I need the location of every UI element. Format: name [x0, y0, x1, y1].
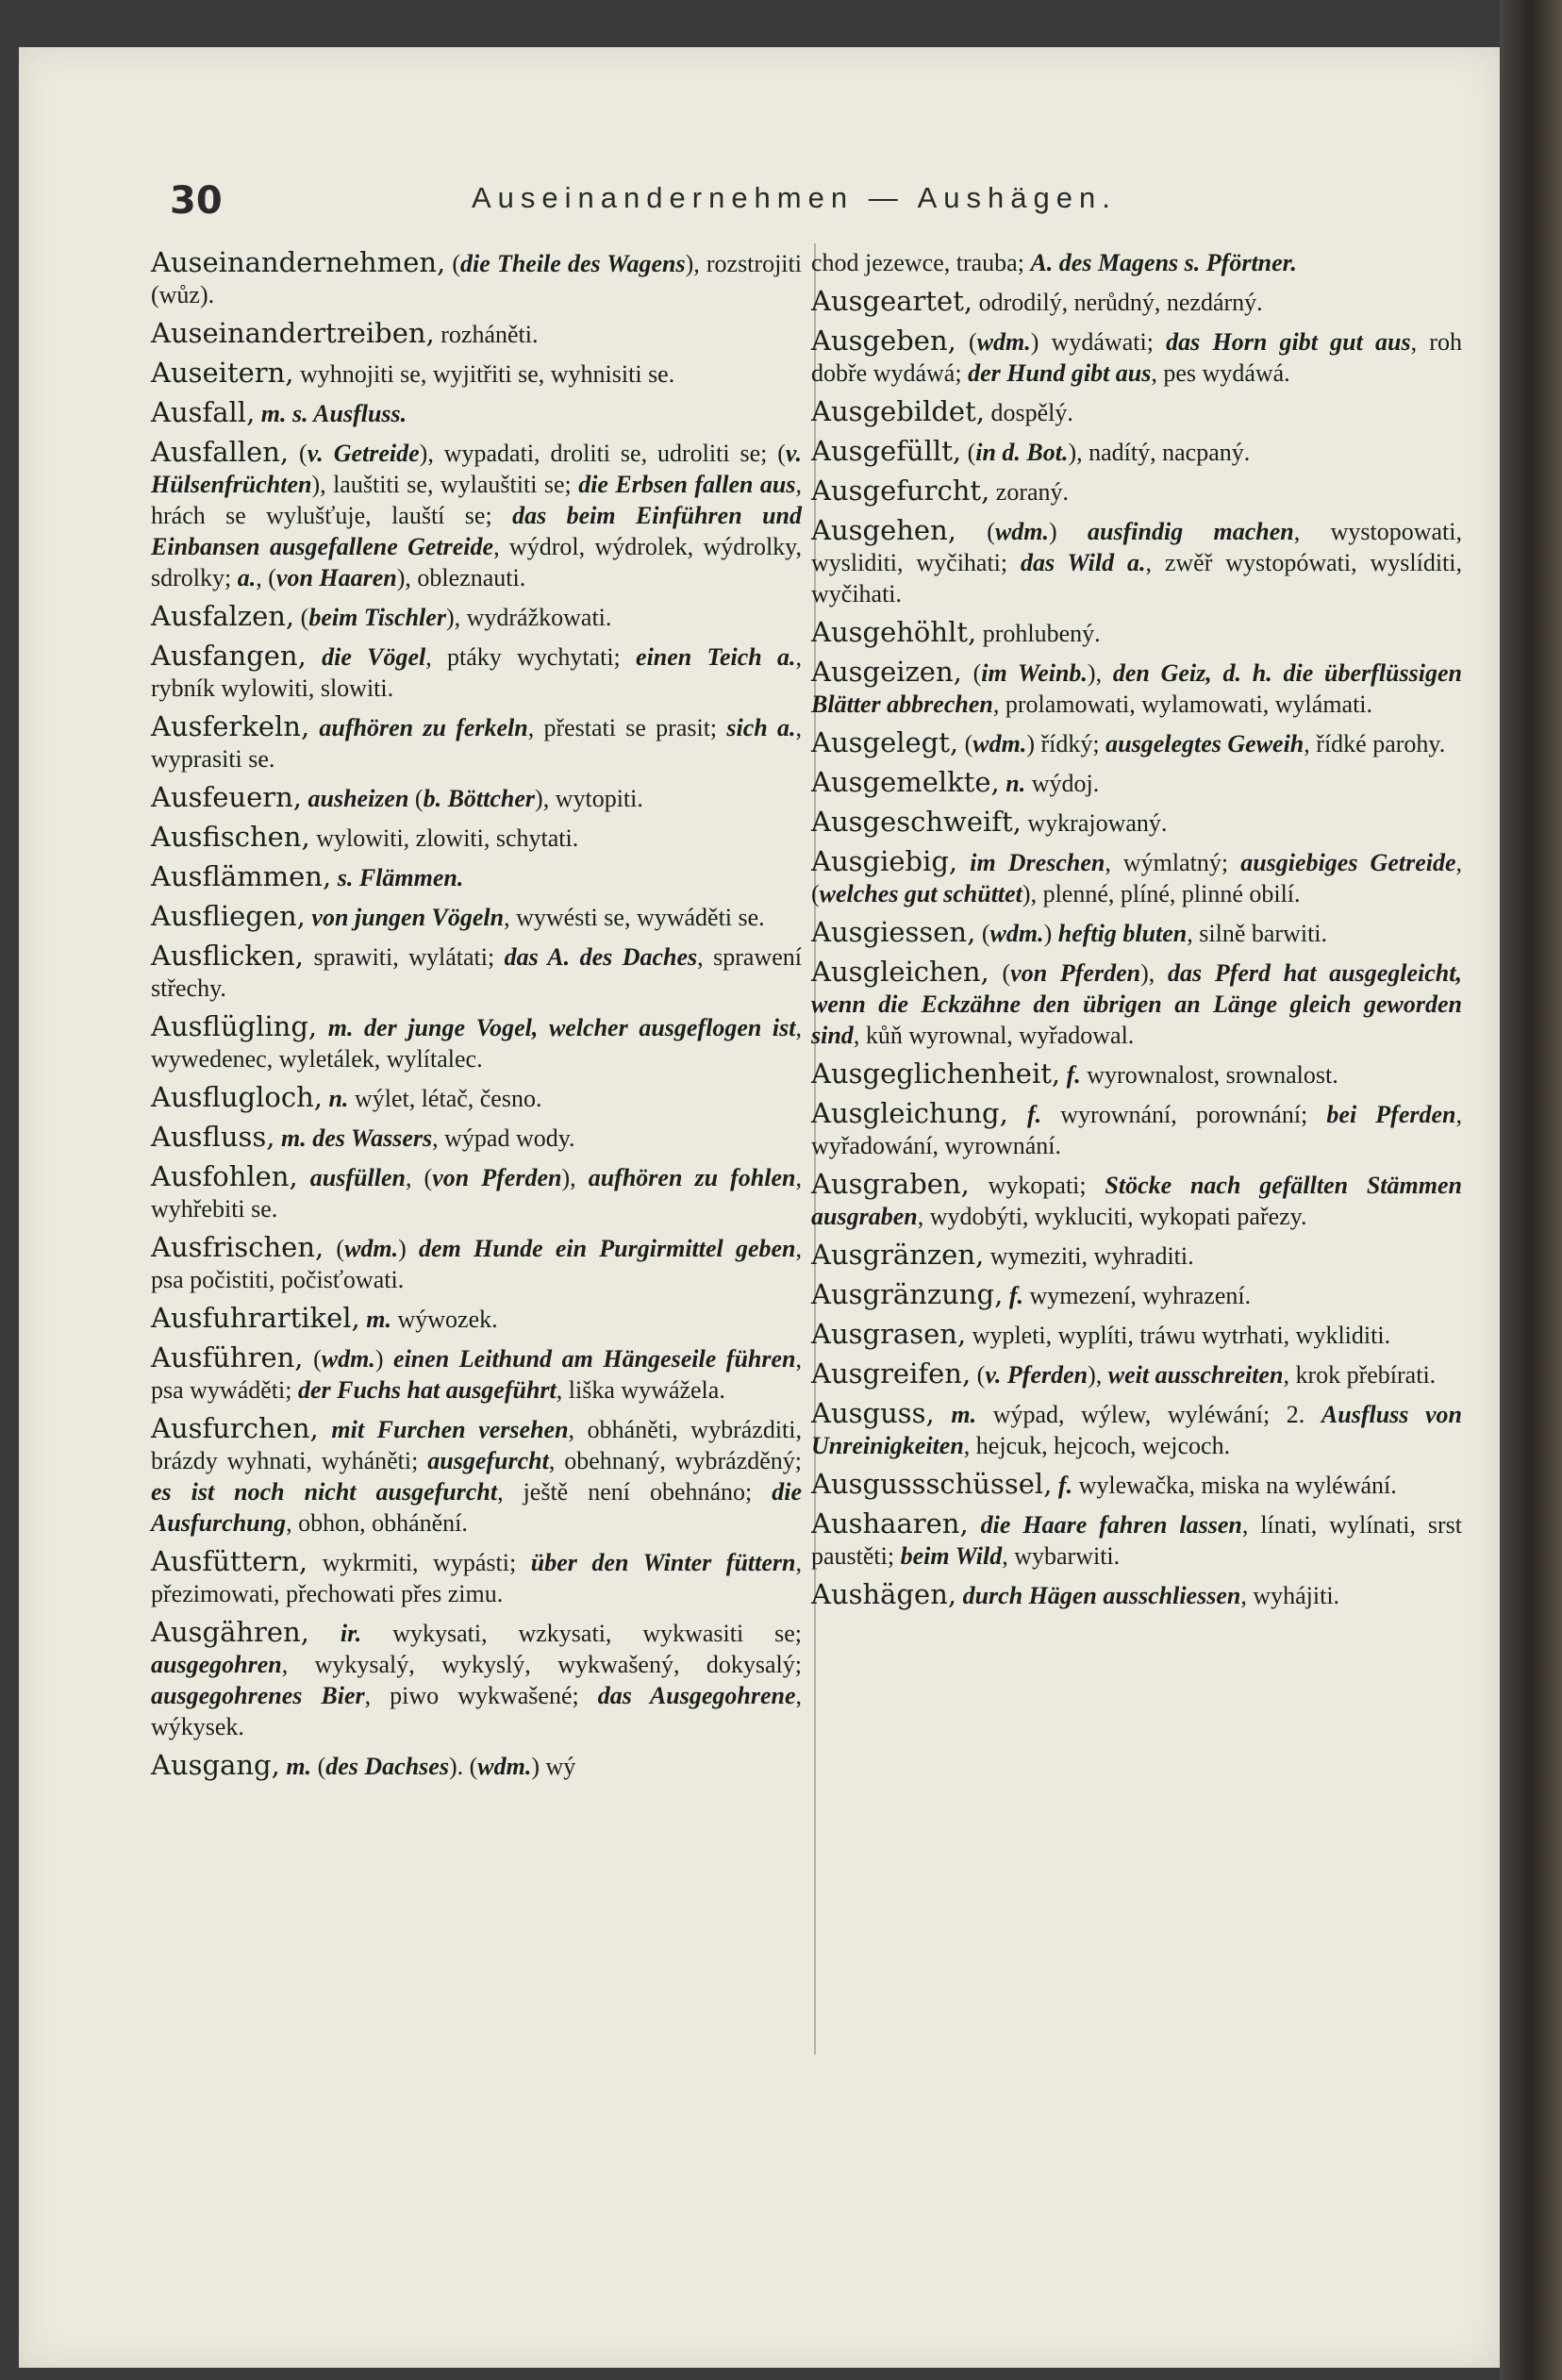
entry-headword: Ausgiessen, — [811, 916, 976, 948]
entry-definition: , obehnaný, wybrázděný; — [548, 1447, 802, 1474]
entry-definition: , wýkysek. — [151, 1682, 803, 1740]
entry-definition: ) — [1049, 518, 1088, 545]
dictionary-entry — [151, 1342, 802, 1406]
entry-definition: ) — [1043, 920, 1058, 947]
entry-headword: Ausgähren, — [151, 1616, 309, 1648]
entry-headword: Aushägen, — [811, 1578, 957, 1610]
entry-definition — [969, 1511, 981, 1539]
entry-definition: , sprawení střechy. — [151, 943, 802, 1002]
entry-headword: Ausfurchen, — [151, 1412, 319, 1444]
entry-definition: ) wydáwati; — [1030, 328, 1167, 356]
entry-german-phrase: m. — [366, 1306, 391, 1333]
entry-definition: ), — [1088, 1361, 1108, 1389]
entry-german-phrase: der Hund gibt aus — [968, 359, 1152, 387]
entry-definition: ) wý — [531, 1753, 576, 1780]
entry-definition — [309, 1620, 341, 1647]
entry-definition — [1008, 1101, 1027, 1128]
dictionary-entry — [151, 1011, 802, 1074]
entry-german-phrase: von Haaren — [275, 564, 397, 591]
dictionary-entry — [151, 641, 802, 704]
entry-definition: ( — [955, 328, 977, 356]
entry-german-phrase: beim Tischler — [308, 604, 446, 631]
entry-headword: Ausfallen, — [151, 436, 290, 468]
entry-definition: ( — [975, 920, 990, 947]
entry-definition: ), — [1087, 659, 1113, 687]
entry-german-phrase: wdm. — [976, 328, 1031, 356]
entry-definition: wypleti, wyplíti, tráwu wytrhati, wykliditi. — [966, 1322, 1391, 1349]
entry-headword: Ausfliegen, — [151, 900, 306, 932]
entry-german-phrase: die Erbsen fallen aus — [578, 471, 796, 498]
entry-german-phrase: den Geiz, d. h. die überflüssigen Blätter abbrechen — [811, 659, 1462, 718]
entry-headword: Ausfall, — [151, 396, 256, 428]
dictionary-entry — [151, 901, 802, 933]
entry-german-phrase: ausheizen — [307, 785, 409, 812]
entry-definition: ( — [408, 785, 424, 812]
dictionary-entry — [811, 1469, 1462, 1501]
book-spine — [1500, 0, 1562, 2380]
entry-definition: odrodilý, nerůdný, nezdárný. — [972, 289, 1263, 316]
entry-definition: ( — [294, 604, 309, 631]
entry-german-phrase: das A. des Daches — [504, 943, 698, 971]
entry-german-phrase: in d. Bot. — [975, 439, 1069, 466]
entry-definition: wýlet, létač, česno. — [348, 1085, 542, 1112]
dictionary-entry — [811, 247, 1462, 278]
entry-definition: ), wydrážkowati. — [445, 604, 612, 631]
dictionary-entry — [151, 782, 802, 814]
dictionary-entry — [151, 1617, 802, 1742]
entry-german-phrase: sich a. — [726, 714, 796, 741]
entry-german-phrase: im Dreschen — [970, 849, 1105, 876]
entry-definition: ), — [561, 1164, 589, 1191]
entry-definition — [317, 1014, 328, 1041]
dictionary-entry — [811, 396, 1462, 428]
dictionary-entry — [811, 807, 1462, 839]
entry-definition: wýdoj. — [1025, 770, 1100, 797]
entry-headword: Ausflügling, — [151, 1010, 318, 1042]
dictionary-entry — [151, 940, 802, 1004]
entry-definition: , ( — [256, 564, 276, 591]
dictionary-entry — [811, 325, 1462, 389]
entry-headword: Ausfluss, — [151, 1121, 275, 1153]
entry-german-phrase: s. Flämmen. — [337, 864, 464, 891]
entry-german-phrase: der Fuchs hat ausgeführt — [297, 1376, 557, 1404]
entry-headword: Ausgemelkte, — [811, 766, 1000, 798]
entry-definition: rozháněti. — [434, 321, 539, 348]
entry-headword: Ausflämmen, — [151, 860, 332, 892]
dictionary-entry — [811, 286, 1462, 318]
entry-headword: Ausferkeln, — [151, 710, 310, 742]
entry-headword: Ausgleichung, — [811, 1097, 1008, 1129]
entry-definition: wylewačka, miska na wyléwání. — [1072, 1472, 1397, 1499]
entry-definition: , zwěř wystopówati, wyslíditi, wyčihati. — [811, 549, 1462, 607]
entry-german-phrase: v. Getreide — [307, 440, 420, 467]
entry-definition: wymeziti, wyhraditi. — [984, 1242, 1194, 1270]
entry-definition: ), nadítý, nacpaný. — [1068, 439, 1251, 466]
dictionary-entry — [151, 437, 802, 593]
left-column — [151, 247, 802, 1789]
entry-german-phrase: m. — [286, 1753, 312, 1780]
entry-german-phrase: f. — [1008, 1282, 1023, 1309]
entry-definition: wymezení, wyhrazení. — [1022, 1282, 1252, 1309]
dictionary-entry — [811, 657, 1462, 720]
dictionary-entry — [811, 436, 1462, 468]
entry-german-phrase: f. — [1066, 1061, 1081, 1089]
entry-headword: Ausgleichen, — [811, 956, 989, 988]
entry-headword: Ausfuhrartikel, — [151, 1302, 360, 1334]
entry-definition: , pes wydáwá. — [1151, 359, 1290, 387]
entry-german-phrase: im Weinb. — [981, 659, 1088, 687]
entry-definition: ( — [303, 1345, 322, 1373]
dictionary-entry — [811, 1279, 1462, 1311]
entry-german-phrase: ausfindig machen — [1088, 518, 1294, 545]
dictionary-entry — [151, 1122, 802, 1154]
entry-german-phrase: wdm. — [344, 1235, 399, 1262]
dictionary-entry — [151, 358, 802, 390]
entry-definition: ( — [311, 1753, 326, 1780]
entry-german-phrase: welches gut schüttet — [819, 880, 1022, 907]
dictionary-entry — [151, 601, 802, 633]
dictionary-entry — [151, 711, 802, 774]
dictionary-entry — [811, 917, 1462, 949]
entry-german-phrase: heftig bluten — [1057, 920, 1188, 947]
entry-definition: , wywedenec, wyletálek, wylítalec. — [151, 1014, 802, 1073]
entry-definition: wykysati, wzkysati, wykwasiti se; — [361, 1620, 802, 1647]
entry-german-phrase: von Pferden — [432, 1164, 562, 1191]
entry-headword: Ausflugloch, — [151, 1081, 323, 1113]
entry-german-phrase: wdm. — [972, 730, 1027, 757]
entry-definition: chod jezewce, trauba; — [811, 249, 1031, 276]
entry-definition: , piwo wykwašené; — [364, 1682, 598, 1709]
entry-german-phrase: v. Pferden — [985, 1361, 1088, 1389]
entry-german-phrase: Stöcke nach gefällten Stämmen ausgraben — [811, 1172, 1462, 1230]
entry-headword: Auseitern, — [151, 357, 294, 389]
entry-definition: ), plenné, plíné, plinné obilí. — [1022, 880, 1301, 907]
entry-definition: , roh dobře wydáwá; — [811, 328, 1462, 387]
entry-german-phrase: beim Wild — [900, 1542, 1003, 1570]
entry-definition: ( — [955, 518, 995, 545]
entry-german-phrase: Ausfluss von Unreinigkeiten — [811, 1401, 1463, 1459]
entry-definition: ), wypadati, droliti se, udroliti se; ( — [419, 440, 786, 467]
entry-german-phrase: über den Winter füttern — [530, 1549, 796, 1576]
entry-german-phrase: f. — [1057, 1472, 1073, 1499]
entry-definition: zoraný. — [989, 478, 1070, 506]
entry-definition: ( — [989, 959, 1011, 987]
entry-german-phrase: das Ausgegohrene — [597, 1682, 796, 1709]
entry-headword: Ausgefüllt, — [811, 435, 962, 467]
entry-definition: , wyřadowání, wyrownání. — [811, 1101, 1462, 1159]
entry-definition: ), wytopiti. — [535, 785, 643, 812]
entry-definition: wykopati; — [969, 1172, 1105, 1199]
entry-definition — [935, 1401, 952, 1428]
entry-german-phrase: aufhören zu fohlen — [588, 1164, 796, 1191]
entry-german-phrase: n. — [1005, 770, 1026, 797]
entry-headword: Ausgussschüssel, — [811, 1468, 1053, 1500]
entry-headword: Ausgränzen, — [811, 1239, 985, 1271]
entry-german-phrase: das Pferd hat ausgegleicht, wenn die Eckzähne den übrigen an Länge gleich geworden sind — [811, 959, 1462, 1049]
entry-definition: ( — [961, 659, 982, 687]
entry-headword: Ausguss, — [811, 1397, 935, 1429]
entry-definition: wylowiti, zlowiti, schytati. — [309, 824, 579, 852]
entry-headword: Ausführen, — [151, 1341, 304, 1373]
entry-definition: , prolamowati, wylamowati, wylámati. — [992, 691, 1373, 718]
entry-definition: ( — [445, 250, 461, 277]
entry-headword: Ausfeuern, — [151, 781, 302, 813]
entry-german-phrase: von jungen Vögeln — [311, 904, 505, 931]
dictionary-entry — [811, 1508, 1462, 1572]
dictionary-entry — [811, 846, 1462, 909]
entry-headword: Ausfohlen, — [151, 1160, 298, 1192]
dictionary-entry — [151, 247, 802, 310]
entry-headword: Ausgang, — [151, 1749, 280, 1781]
entry-german-phrase: weit ausschreiten — [1107, 1361, 1284, 1389]
entry-definition: , wyhřebiti se. — [151, 1164, 802, 1223]
entry-definition: , přezimowati, přechowati přes zimu. — [151, 1549, 802, 1607]
entry-headword: Ausgehöhlt, — [811, 616, 977, 648]
entry-german-phrase: ausgegohren — [151, 1651, 282, 1678]
entry-definition: , rybník wylowiti, slowiti. — [151, 643, 803, 702]
dictionary-entry — [811, 727, 1462, 759]
entry-headword: Ausgefurcht, — [811, 474, 990, 507]
entry-headword: Ausgrasen, — [811, 1318, 967, 1350]
entry-german-phrase: durch Hägen ausschliessen — [962, 1582, 1241, 1609]
dictionary-entry — [151, 1161, 802, 1224]
entry-definition: wyhnojiti se, wyjitřiti se, wyhnisiti se. — [293, 360, 675, 388]
entry-definition: ( — [958, 730, 973, 757]
dictionary-entry — [811, 1319, 1462, 1351]
entry-german-phrase: ausgegohrenes Bier — [151, 1682, 365, 1709]
entry-headword: Auseinandernehmen, — [151, 246, 446, 278]
dictionary-entry — [811, 1579, 1462, 1611]
dictionary-entry — [151, 1750, 802, 1782]
entry-german-phrase: b. Böttcher — [423, 785, 536, 812]
entry-german-phrase: das beim Einführen und Einbansen ausgefallene Getreide — [151, 502, 802, 560]
entry-definition: ) řídký; — [1026, 730, 1106, 757]
entry-german-phrase: ausfüllen — [309, 1164, 406, 1191]
dictionary-entry — [811, 957, 1462, 1051]
entry-german-phrase: n. — [328, 1085, 349, 1112]
entry-definition: , wýpad wody. — [432, 1124, 575, 1152]
entry-definition — [319, 1416, 332, 1443]
entry-definition: dospělý. — [984, 399, 1073, 426]
entry-german-phrase: m. s. Ausfluss. — [260, 400, 407, 427]
entry-headword: Ausgeschweift, — [811, 806, 1022, 838]
entry-headword: Ausgreifen, — [811, 1357, 972, 1390]
entry-german-phrase: dem Hunde ein Purgirmittel geben — [419, 1235, 796, 1262]
entry-definition: , psa wywáděti; — [151, 1345, 802, 1404]
entry-definition: , wýmlatný; — [1105, 849, 1241, 876]
entry-definition: , přestati se prasit; — [527, 714, 727, 741]
dictionary-entry — [811, 515, 1462, 609]
entry-german-phrase: m. des Wassers — [281, 1124, 433, 1152]
entry-german-phrase: die Ausfurchung — [151, 1478, 802, 1537]
entry-definition: prohlubený. — [976, 620, 1101, 647]
dictionary-entry — [811, 617, 1462, 649]
entry-definition — [957, 849, 970, 876]
entry-headword: Ausgelegt, — [811, 726, 959, 758]
dictionary-entry — [151, 1303, 802, 1335]
entry-definition: sprawiti, wylátati; — [304, 943, 505, 971]
entry-definition: ( — [289, 440, 307, 467]
entry-german-phrase: bei Pferden — [1326, 1101, 1456, 1128]
entry-definition: ), lauštiti se, wylauštiti se; — [311, 471, 579, 498]
entry-german-phrase: m. — [951, 1401, 977, 1428]
dictionary-entry — [811, 1398, 1462, 1461]
page-header — [151, 123, 1471, 223]
entry-headword: Ausgebildet, — [811, 395, 985, 427]
entry-definition: ( — [961, 439, 976, 466]
entry-german-phrase: die Theile des Wagens — [460, 250, 686, 277]
entry-headword: Ausgraben, — [811, 1168, 970, 1200]
entry-definition: , řídké parohy. — [1304, 730, 1446, 757]
entry-headword: Ausfüttern, — [151, 1545, 308, 1577]
entry-german-phrase: aufhören zu ferkeln — [319, 714, 528, 741]
entry-german-phrase: das Horn gibt gut aus — [1166, 328, 1411, 356]
entry-german-phrase: einen Teich a. — [636, 643, 796, 671]
entry-definition: , obháněti, wybrázditi, brázdy wyhnati, wyháněti; — [151, 1416, 802, 1474]
entry-german-phrase: wdm. — [994, 518, 1050, 545]
entry-definition: ) — [398, 1235, 420, 1262]
entry-definition: , wydobýti, wykluciti, wykopati pařezy. — [917, 1203, 1307, 1230]
entry-definition: , wykysalý, wykyslý, wykwašený, dokysalý; — [281, 1651, 802, 1678]
dictionary-entry — [811, 1098, 1462, 1161]
entry-definition: wykrajowaný. — [1021, 809, 1168, 837]
entry-definition: , wýdrol, wýdrolek, wýdrolky, sdrolky; — [151, 533, 802, 591]
dictionary-entry — [151, 1413, 802, 1539]
entry-definition: , ( — [811, 849, 1462, 907]
entry-headword: Ausgeizen, — [811, 656, 962, 688]
entry-definition: , krok přebírati. — [1283, 1361, 1437, 1389]
entry-german-phrase: ir. — [340, 1620, 362, 1647]
entry-german-phrase: ausgelegtes Geweih — [1105, 730, 1304, 757]
entry-definition: , wyprasiti se. — [151, 714, 802, 773]
dictionary-entry — [151, 318, 802, 350]
entry-definition: ), rozstrojiti (wůz). — [151, 250, 802, 308]
entry-headword: Ausfalzen, — [151, 600, 295, 632]
entry-definition: , ptáky wychytati; — [425, 643, 637, 671]
entry-headword: Ausgiebig, — [811, 845, 958, 877]
entry-definition — [309, 714, 319, 741]
entry-definition: ), obleznauti. — [396, 564, 526, 591]
dictionary-entry — [151, 861, 802, 893]
entry-headword: Ausfangen, — [151, 640, 307, 672]
entry-german-phrase: des Dachses — [325, 1753, 449, 1780]
entry-headword: Ausfischen, — [151, 821, 310, 853]
entry-german-phrase: wdm. — [477, 1753, 532, 1780]
entry-german-phrase: wdm. — [989, 920, 1044, 947]
entry-headword: Ausgeben, — [811, 325, 956, 357]
entry-definition: wyrownání, porownání; — [1041, 1101, 1327, 1128]
entry-headword: Auseinandertreiben, — [151, 317, 435, 349]
dictionary-entry — [811, 1169, 1462, 1232]
entry-headword: Ausgränzung, — [811, 1278, 1004, 1310]
entry-definition — [298, 1164, 310, 1191]
entry-headword: Ausgeglichenheit, — [811, 1057, 1061, 1090]
page-number: 30 — [170, 179, 223, 223]
entry-german-phrase: es ist noch nicht ausgefurcht — [151, 1478, 498, 1506]
entry-headword: Ausgeartet, — [811, 285, 973, 317]
entry-definition: , ještě není obehnáno; — [497, 1478, 773, 1506]
entry-german-phrase: mit Furchen versehen — [331, 1416, 569, 1443]
entry-definition: , wystopowati, wysliditi, wyčihati; — [811, 518, 1462, 576]
dictionary-entry — [811, 1058, 1462, 1090]
dictionary-entry — [811, 1358, 1462, 1390]
entry-definition: ). ( — [448, 1753, 478, 1780]
entry-german-phrase: das Wild a. — [1021, 549, 1146, 576]
dictionary-entry — [151, 397, 802, 429]
entry-definition: , kůň wyrownal, wyřadowal. — [853, 1022, 1135, 1049]
entry-german-phrase: v. Hülsenfrüchten — [151, 440, 802, 498]
entry-german-phrase: a. — [237, 564, 257, 591]
entry-german-phrase: m. der junge Vogel, welcher ausgeflogen ist — [327, 1014, 796, 1041]
entry-definition: , liška wywážela. — [556, 1376, 725, 1404]
entry-definition: ( — [324, 1235, 345, 1262]
entry-definition: , wywésti se, wywáděti se. — [504, 904, 765, 931]
entry-headword: Aushaaren, — [811, 1507, 969, 1540]
entry-german-phrase: die Haare fahren lassen — [980, 1511, 1242, 1539]
entry-german-phrase: ausgefurcht — [427, 1447, 549, 1474]
entry-german-phrase: f. — [1026, 1101, 1042, 1128]
running-head: Auseinandernehmen — Aushägen. — [472, 181, 1117, 214]
entry-definition: wyrownalost, srownalost. — [1080, 1061, 1338, 1089]
entry-definition: ) — [374, 1345, 394, 1373]
entry-headword: Ausgehen, — [811, 514, 956, 546]
entry-definition: , hejcuk, hejcoch, wejcoch. — [963, 1432, 1231, 1459]
dictionary-entry — [811, 767, 1462, 799]
entry-definition: ), — [1140, 959, 1168, 987]
entry-german-phrase: einen Leithund am Hängeseile führen — [393, 1345, 796, 1373]
dictionary-entry — [151, 1546, 802, 1609]
entry-definition: , hrách se wylušťuje, lauští se; — [151, 471, 803, 529]
entry-german-phrase: wdm. — [321, 1345, 375, 1373]
entry-definition: , wyhájiti. — [1240, 1582, 1340, 1609]
dictionary-entry — [151, 1082, 802, 1114]
entry-definition: , psa počistiti, počisťowati. — [151, 1235, 802, 1293]
entry-definition: wýwozek. — [391, 1306, 498, 1333]
dictionary-entry — [811, 475, 1462, 508]
right-column — [811, 247, 1462, 1619]
entry-definition: , wybarwiti. — [1002, 1542, 1121, 1570]
entry-german-phrase: die Vögel — [322, 643, 426, 671]
entry-definition: , silně barwiti. — [1187, 920, 1328, 947]
entry-german-phrase: ausgiebiges Getreide — [1240, 849, 1456, 876]
dictionary-entry — [811, 1240, 1462, 1272]
dictionary-entry — [151, 1232, 802, 1295]
entry-headword: Ausfrischen, — [151, 1231, 324, 1263]
entry-definition: , obhon, obhánění. — [286, 1509, 468, 1537]
entry-german-phrase: A. des Magens s. Pförtner. — [1030, 249, 1297, 276]
entry-headword: Ausflicken, — [151, 940, 304, 972]
entry-definition — [307, 643, 322, 671]
entry-definition: , línati, wylínati, srst paustěti; — [811, 1511, 1463, 1570]
entry-definition: ( — [971, 1361, 986, 1389]
entry-german-phrase: von Pferden — [1010, 959, 1141, 987]
dictionary-entry — [151, 822, 802, 854]
entry-definition: wýpad, wýlew, wyléwání; 2. — [976, 1401, 1321, 1428]
entry-definition: wykrmiti, wypásti; — [307, 1549, 531, 1576]
entry-definition: , ( — [405, 1164, 433, 1191]
